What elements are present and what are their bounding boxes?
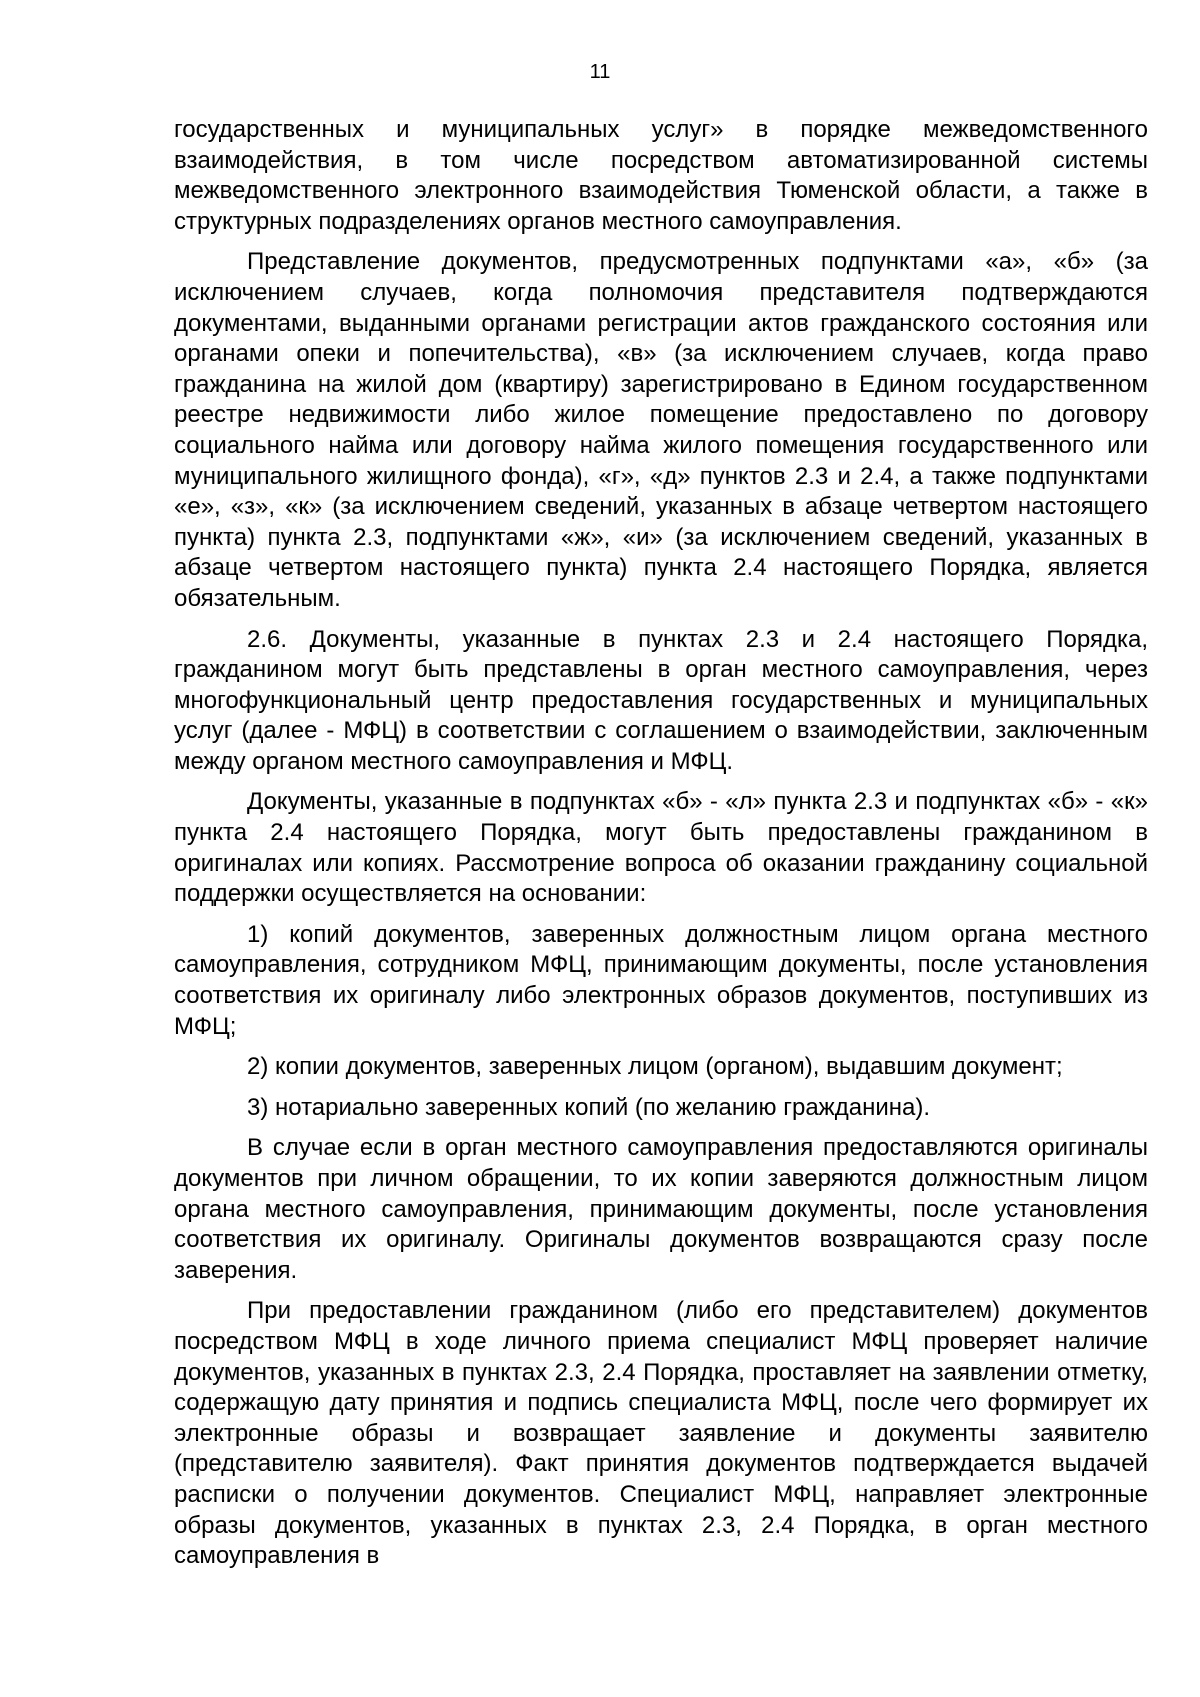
document-body	[174, 115, 1148, 1582]
paragraph-originals-personal: В случае если в орган местного самоуправления предоставляются оригиналы документов при личном обращении, то их копии заверяются должностным лицом органа местного самоуправления, принимающим документы, после установления соответствия их оригиналу. Оригиналы документов возвращаются сразу после заверения.	[174, 1134, 1148, 1284]
paragraph-2-6: 2.6. Документы, указанные в пунктах 2.3 и 2.4 настоящего Порядка, гражданином могут быть представлены в орган местного самоуправления, через многофункциональный центр предоставления государственных и муниципальных услуг (далее - МФЦ) в соответствии с соглашением о взаимодействии, заключенным между органом местного самоуправления и МФЦ.	[174, 625, 1148, 775]
list-item-2: 2) копии документов, заверенных лицом (органом), выдавшим документ;	[247, 1053, 1063, 1081]
paragraph-documents-obligatory: Представление документов, предусмотренных подпунктами «а», «б» (за исключением случаев, когда полномочия представителя подтверждаются документами, выданными органами регистрации актов гражданского состояния или органами опеки и попечительства), «в» (за исключением случаев, когда право гражданина на жилой дом (квартиру) зарегистрировано в Едином государственном реестре недвижимости либо жилое помещение предоставлено по договору социального найма или договору найма жилого помещения государственного или муниципального жилищного фонда), «г», «д» пунктов 2.3 и 2.4, а также подпунктами «е», «з», «к» (за исключением сведений, указанных в абзаце четвертом настоящего пункта) пункта 2.3, подпунктами «ж», «и» (за исключением сведений, указанных в абзаце четвертом настоящего пункта) пункта 2.4 настоящего Порядка, является обязательным.	[174, 248, 1148, 612]
paragraph-continuation: государственных и муниципальных услуг» в порядке межведомственного взаимодействия, в том числе посредством автоматизированной системы межведомственного электронного взаимодействия Тюменской области, а также в структурных подразделениях органов местного самоуправления.	[174, 116, 1148, 235]
paragraph-originals-or-copies: Документы, указанные в подпунктах «б» - «л» пункта 2.3 и подпунктах «б» - «к» пункта 2.4 настоящего Порядка, могут быть предоставлены гражданином в оригиналах или копиях. Рассмотрение вопроса об оказании гражданину социальной поддержки осуществляется на основании:	[174, 788, 1148, 908]
list-item-3: 3) нотариально заверенных копий (по желанию гражданина).	[247, 1093, 930, 1121]
list-item-1: 1) копий документов, заверенных должностным лицом органа местного самоуправления, сотрудником МФЦ, принимающим документы, после установления соответствия их оригиналу либо электронных образов документов, поступивших из МФЦ;	[174, 920, 1148, 1040]
page-number: 11	[589, 61, 611, 83]
paragraph-mfc-reception: При предоставлении гражданином (либо его представителем) документов посредством МФЦ в ходе личного приема специалист МФЦ проверяет наличие документов, указанных в пунктах 2.3, 2.4 Порядка, проставляет на заявлении отметку, содержащую дату принятия и подпись специалиста МФЦ, после чего формирует их электронные образы и возвращает заявление и документы заявителю (представителю заявителя). Факт принятия документов подтверждается выдачей расписки о получении документов. Специалист МФЦ, направляет электронные образы документов, указанных в пунктах 2.3, 2.4 Порядка, в орган местного самоуправления в	[174, 1297, 1148, 1570]
